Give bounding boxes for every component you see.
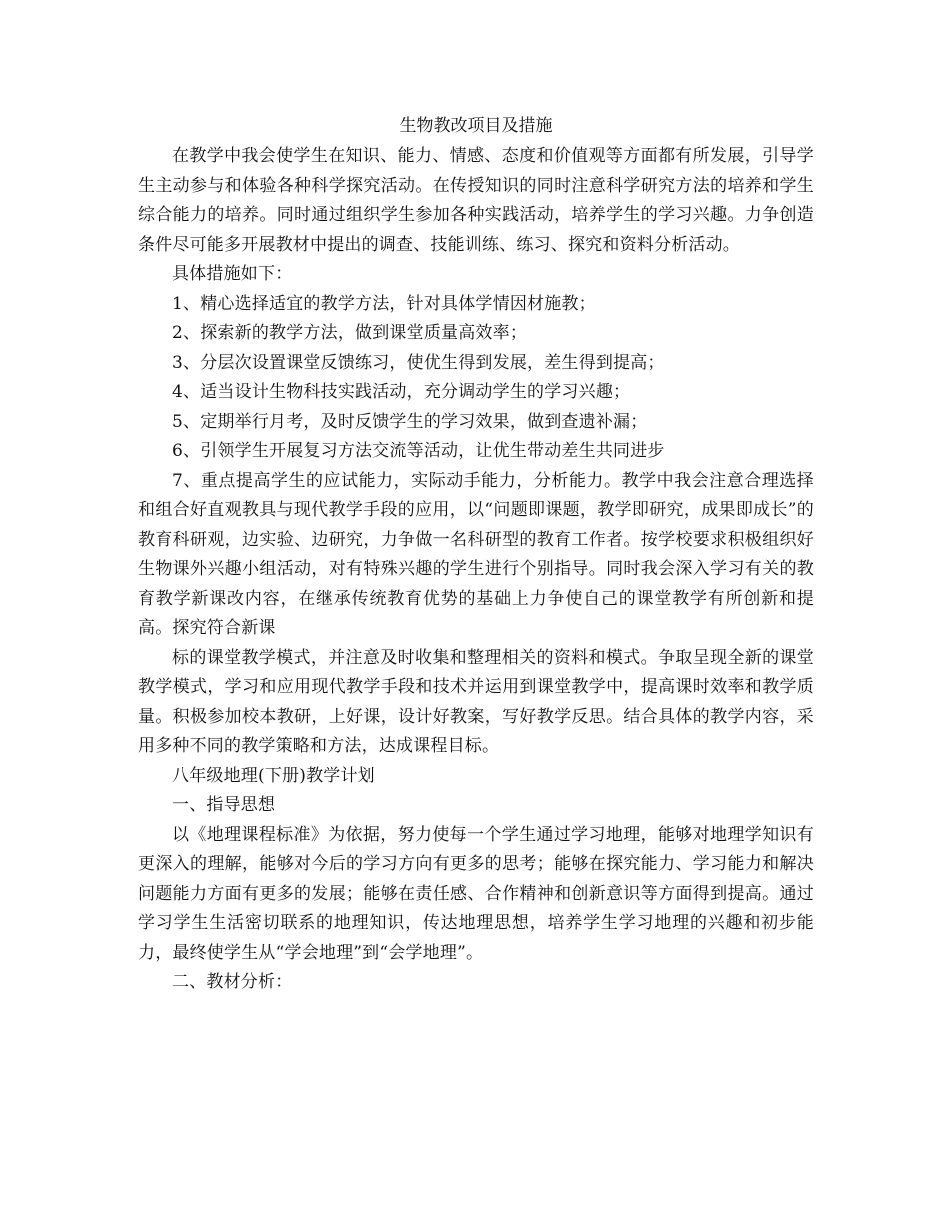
guiding-ideology-paragraph: 以《地理课程标准》为依据，努力使每一个学生通过学习地理，能够对地理学知识有更深入的理解，能够对今后的学习方向有更多的思考；能够在探究能力、学习能力和解决问题能力方面有更多的发展；能够在责任感、合作精神和创新意识等方面得到提高。通过学习学生生活密切联系的地理知识，传达地理思想，培养学生学习地理的兴趣和初步能力，最终使学生从“学会地理”到“会学地理”。 xyxy=(138,824,814,963)
section-heading-guiding-ideology: 一、指导思想 xyxy=(172,795,276,815)
measure-item-2: 2、探索新的教学方法，做到课堂质量高效率； xyxy=(172,323,528,343)
document-body xyxy=(138,112,814,998)
measures-heading: 具体措施如下： xyxy=(172,264,293,284)
intro-paragraph: 在教学中我会使学生在知识、能力、情感、态度和价值观等方面都有所发展，引导学生主动参与和体验各种科学探究活动。在传授知识的同时注意科学研究方法的培养和学生综合能力的培养。同时通过组织学生参加各种实践活动，培养学生的学习兴趣。力争创造条件尽可能多开展教材中提出的调查、技能训练、练习、探究和资料分析活动。 xyxy=(138,146,814,255)
continuation-paragraph: 标的课堂教学模式，并注意及时收集和整理相关的资料和模式。争取呈现全新的课堂教学模式，学习和应用现代教学手段和技术并运用到课堂教学中，提高课时效率和教学质量。积极参加校本教研，上好课，设计好教案，写好教学反思。结合具体的教学内容，采用多种不同的教学策略和方法，达成课程目标。 xyxy=(138,647,814,756)
measure-item-5: 5、定期举行月考，及时反馈学生的学习效果，做到查遗补漏； xyxy=(172,411,648,432)
measure-item-6: 6、引领学生开展复习方法交流等活动，让优生带动差生共同进步 xyxy=(172,441,665,461)
measure-item-3: 3、分层次设置课堂反馈练习，使优生得到发展，差生得到提高； xyxy=(172,352,665,373)
document-title: 生物教改项目及措施 xyxy=(399,116,553,136)
section-title-geography-plan: 八年级地理(下册)教学计划 xyxy=(172,765,375,786)
measure-item-4: 4、适当设计生物科技实践活动，充分调动学生的学习兴趣； xyxy=(172,382,631,402)
measure-item-7: 7、重点提高学生的应试能力，实际动手能力，分析能力。教学中我会注意合理选择和组合好直观教具与现代教学手段的应用，以“问题即课题，教学即研究，成果即成长”的教育科研观，边实验、边研究，力争做一名科研型的教育工作者。按学校要求积极组织好生物课外兴趣小组活动，对有特殊兴趣的学生进行个别指导。同时我会深入学习有关的教育教学新课改内容，在继承传统教育优势的基础上力争使自己的课堂教学有所创新和提高。探究符合新课 xyxy=(138,470,814,638)
section-heading-textbook-analysis: 二、教材分析： xyxy=(172,972,293,992)
measure-item-1: 1、精心选择适宜的教学方法，针对具体学情因材施教； xyxy=(172,293,596,314)
